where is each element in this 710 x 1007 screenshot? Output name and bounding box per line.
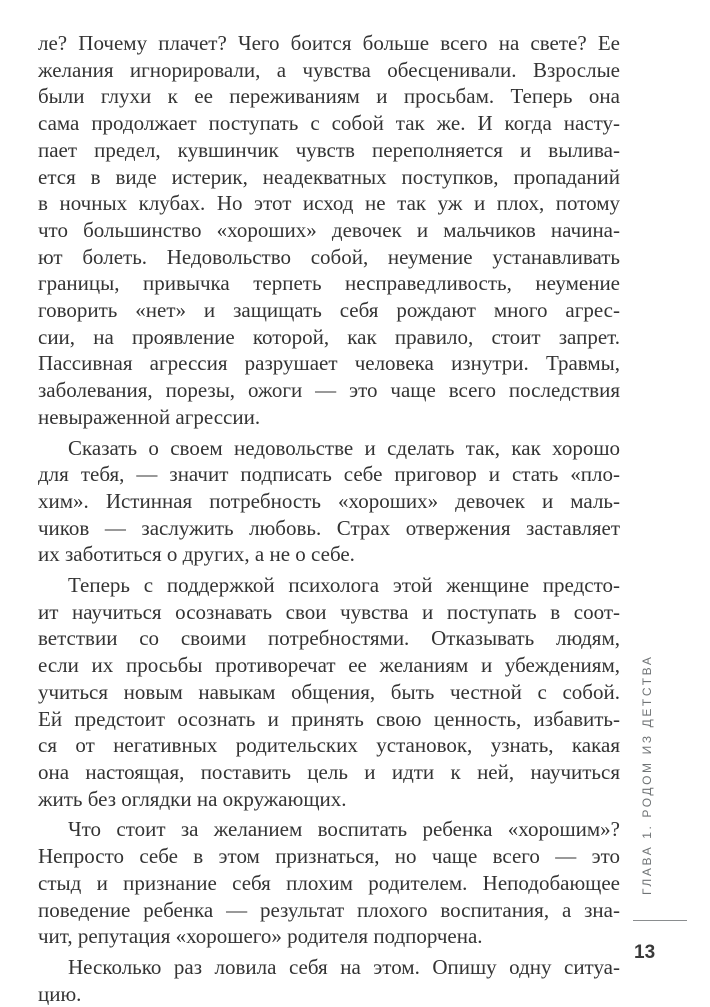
paragraph-first-line: Теперь с поддержкой психолога этой женщине предсто- bbox=[68, 573, 620, 598]
text-line: ветствии со своими потребностями. Отказывать людям, bbox=[38, 626, 620, 651]
text-line: границы, привычка терпеть несправедливость, неумение bbox=[38, 271, 620, 296]
text-line: сии, на проявление которой, как правило, стоит запрет. bbox=[38, 324, 620, 349]
text-line: жить без оглядки на окружающих. bbox=[38, 786, 347, 811]
paragraph-first-line: Несколько раз ловила себя на этом. Опишу одну ситуа- bbox=[68, 954, 620, 979]
text-line: ют болеть. Недовольство собой, неумение устанавливать bbox=[38, 244, 620, 269]
text-line: что большинство «хороших» девочек и мальчиков начина- bbox=[38, 217, 620, 242]
text-line: ется в виде истерик, неадекватных поступков, пропаданий bbox=[38, 164, 620, 189]
text-line: стыд и признание себя плохим родителем. Неподобающее bbox=[38, 870, 620, 895]
text-line: учиться новым навыкам общения, быть честной с собой. bbox=[38, 679, 620, 704]
text-line: хим». Истинная потребность «хороших» девочек и маль- bbox=[38, 488, 620, 513]
text-line: сама продолжает поступать с собой так же. И когда насту- bbox=[38, 111, 620, 136]
text-line: ся от негативных родительских установок, узнать, какая bbox=[38, 733, 620, 758]
text-line: невыраженной агрессии. bbox=[38, 404, 261, 429]
text-line: пает предел, кувшинчик чувств переполняется и вылива- bbox=[38, 137, 620, 162]
text-line: Пассивная агрессия разрушает человека изнутри. Травмы, bbox=[38, 351, 620, 376]
text-line: Ей предстоит осознать и принять свою ценность, избавить- bbox=[38, 706, 620, 731]
text-line: говорить «нет» и защищать себя рождают много агрес- bbox=[38, 298, 620, 323]
text-line: желания игнорировали, а чувства обесценивали. Взрослые bbox=[38, 57, 620, 82]
footer-rule bbox=[633, 920, 687, 921]
text-line: цию. bbox=[38, 981, 82, 1006]
text-line: чиков — заслужить любовь. Страх отвержения заставляет bbox=[38, 515, 620, 540]
text-line: были глухи к ее переживаниям и просьбам. Теперь она bbox=[38, 84, 620, 109]
text-line: их заботиться о других, а не о себе. bbox=[38, 542, 355, 567]
text-line: заболевания, порезы, ожоги — это чаще всего последствия bbox=[38, 378, 620, 403]
text-line: для тебя, — значит подписать себе приговор и стать «пло- bbox=[38, 462, 620, 487]
paragraph-first-line: Сказать о своем недовольстве и сделать так, как хорошо bbox=[68, 435, 620, 460]
text-line: ле? Почему плачет? Чего боится больше всего на свете? Ее bbox=[38, 31, 620, 55]
body-text bbox=[38, 30, 620, 1007]
text-line: если их просьбы противоречат ее желаниям и убеждениям, bbox=[38, 653, 620, 678]
paragraph-first-line: Что стоит за желанием воспитать ребенка «хорошим»? bbox=[68, 817, 620, 842]
text-line: поведение ребенка — результат плохого воспитания, а зна- bbox=[38, 897, 620, 922]
text-line: в ночных клубах. Но этот исход не так уж и плох, потому bbox=[38, 191, 620, 216]
text-line: Непросто себе в этом признаться, но чаще всего — это bbox=[38, 844, 620, 869]
running-head: ГЛАВА 1. РОДОМ ИЗ ДЕТСТВА bbox=[640, 654, 654, 895]
text-line: чит, репутация «хорошего» родителя подпорчена. bbox=[38, 924, 483, 949]
text-line: ит научиться осознавать свои чувства и поступать в соот- bbox=[38, 599, 620, 624]
text-line: она настоящая, поставить цель и идти к ней, научиться bbox=[38, 759, 620, 784]
page-number: 13 bbox=[634, 942, 656, 963]
